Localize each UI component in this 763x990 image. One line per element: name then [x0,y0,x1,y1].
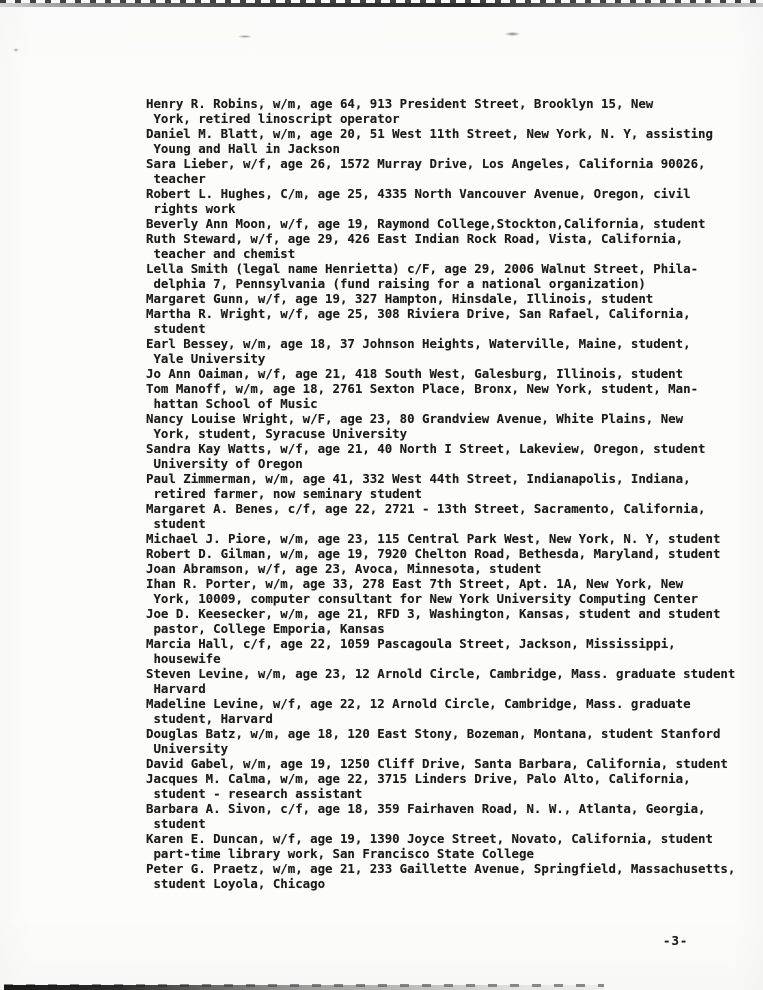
roster-entry-line: Martha R. Wright, w/f, age 25, 308 Riviera Drive, San Rafael, California, [146,306,691,321]
roster-entry-line: Joe D. Keesecker, w/m, age 21, RFD 3, Washington, Kansas, student and student [146,606,721,621]
roster-entry-line: Tom Manoff, w/m, age 18, 2761 Sexton Place, Bronx, New York, student, Man- [146,381,699,396]
roster-entry-continuation: delphia 7, Pennsylvania (fund raising for a national organization) [146,276,646,291]
roster-entry-line: Paul Zimmerman, w/m, age 41, 332 West 44th Street, Indianapolis, Indiana, [146,471,691,486]
roster-entry-line: Douglas Batz, w/m, age 18, 120 East Stony, Bozeman, Montana, student Stanford [146,726,721,741]
scan-artifact-bottom-edge [4,983,604,990]
roster-entry-line: Steven Levine, w/m, age 23, 12 Arnold Circle, Cambridge, Mass. graduate student [146,666,736,681]
roster-entry-continuation: York, student, Syracuse University [146,426,408,441]
scan-smudge [13,48,19,52]
roster-entry-line: David Gabel, w/m, age 19, 1250 Cliff Drive, Santa Barbara, California, student [146,756,728,771]
roster-entry-continuation: student Loyola, Chicago [146,876,326,891]
roster-entry-line: Madeline Levine, w/f, age 22, 12 Arnold Circle, Cambridge, Mass. graduate [146,696,691,711]
roster-entry-line: Daniel M. Blatt, w/m, age 20, 51 West 11th Street, New York, N. Y, assisting [146,126,713,141]
roster-entry-line: Barbara A. Sivon, c/f, age 18, 359 Fairhaven Road, N. W., Atlanta, Georgia, [146,801,706,816]
roster-entry-line: Earl Bessey, w/m, age 18, 37 Johnson Heights, Waterville, Maine, student, [146,336,691,351]
roster-entry-continuation: teacher and chemist [146,246,296,261]
roster-entry-continuation: University of Oregon [146,456,303,471]
roster-entry-line: Jacques M. Calma, w/m, age 22, 3715 Linders Drive, Palo Alto, California, [146,771,691,786]
roster-entry-continuation: student [146,516,206,531]
roster-entry-continuation: hattan School of Music [146,396,318,411]
roster-entry-continuation: Yale University [146,351,266,366]
roster-entry-continuation: Harvard [146,681,206,696]
page-number: -3- [663,933,689,948]
roster-entry-continuation: student [146,321,206,336]
roster-entry-line: Jo Ann Oaiman, w/f, age 21, 418 South West, Galesburg, Illinois, student [146,366,684,381]
roster-entry-continuation: York, retired linoscript operator [146,111,400,126]
scan-smudge [505,32,520,36]
roster-entry-continuation: pastor, College Emporia, Kansas [146,621,385,636]
scan-smudge [238,35,252,38]
roster-entry-line: Ihan R. Porter, w/m, age 33, 278 East 7th Street, Apt. 1A, New York, New [146,576,684,591]
roster-entry-line: Peter G. Praetz, w/m, age 21, 233 Gaillette Avenue, Springfield, Massachusetts, [146,861,736,876]
roster-entry-line: Beverly Ann Moon, w/f, age 19, Raymond College,Stockton,California, student [146,216,706,231]
roster-entry-continuation: York, 10009, computer consultant for New York University Computing Center [146,591,699,606]
roster-entry-continuation: student - research assistant [146,786,363,801]
roster-entry-line: Sara Lieber, w/f, age 26, 1572 Murray Drive, Los Angeles, California 90026, [146,156,706,171]
roster-entry-continuation: housewife [146,651,221,666]
roster-entry-line: Michael J. Piore, w/m, age 23, 115 Central Park West, New York, N. Y, student [146,531,721,546]
roster-entry-continuation: Young and Hall in Jackson [146,141,340,156]
roster-entry-line: Marcia Hall, c/f, age 22, 1059 Pascagoula Street, Jackson, Mississippi, [146,636,676,651]
scan-artifact-top-edge [0,0,763,9]
roster-entry-line: Robert L. Hughes, C/m, age 25, 4335 North Vancouver Avenue, Oregon, civil [146,186,691,201]
roster-entry-continuation: part-time library work, San Francisco State College [146,846,534,861]
roster-entry-line: Joan Abramson, w/f, age 23, Avoca, Minnesota, student [146,561,542,576]
roster-entry-continuation: student [146,816,206,831]
roster-entry-continuation: University [146,741,229,756]
roster-entry-continuation: teacher [146,171,206,186]
roster-entry-continuation: retired farmer, now seminary student [146,486,423,501]
roster-entry-continuation: rights work [146,201,236,216]
roster-entry-continuation: student, Harvard [146,711,273,726]
roster-entry-line: Lella Smith (legal name Henrietta) c/F, age 29, 2006 Walnut Street, Phila- [146,261,699,276]
roster-entry-line: Henry R. Robins, w/m, age 64, 913 President Street, Brooklyn 15, New [146,96,654,111]
roster-entry-line: Nancy Louise Wright, w/F, age 23, 80 Grandview Avenue, White Plains, New [146,411,684,426]
roster-entry-line: Margaret Gunn, w/f, age 19, 327 Hampton, Hinsdale, Illinois, student [146,291,654,306]
roster-entry-line: Karen E. Duncan, w/f, age 19, 1390 Joyce Street, Novato, California, student [146,831,713,846]
roster-entry-line: Ruth Steward, w/f, age 29, 426 East Indian Rock Road, Vista, California, [146,231,684,246]
roster-entry-line: Margaret A. Benes, c/f, age 22, 2721 - 13th Street, Sacramento, California, [146,501,706,516]
roster-entry-line: Sandra Kay Watts, w/f, age 21, 40 North I Street, Lakeview, Oregon, student [146,441,706,456]
roster-text-block [146,96,756,891]
roster-entry-line: Robert D. Gilman, w/m, age 19, 7920 Chelton Road, Bethesda, Maryland, student [146,546,721,561]
